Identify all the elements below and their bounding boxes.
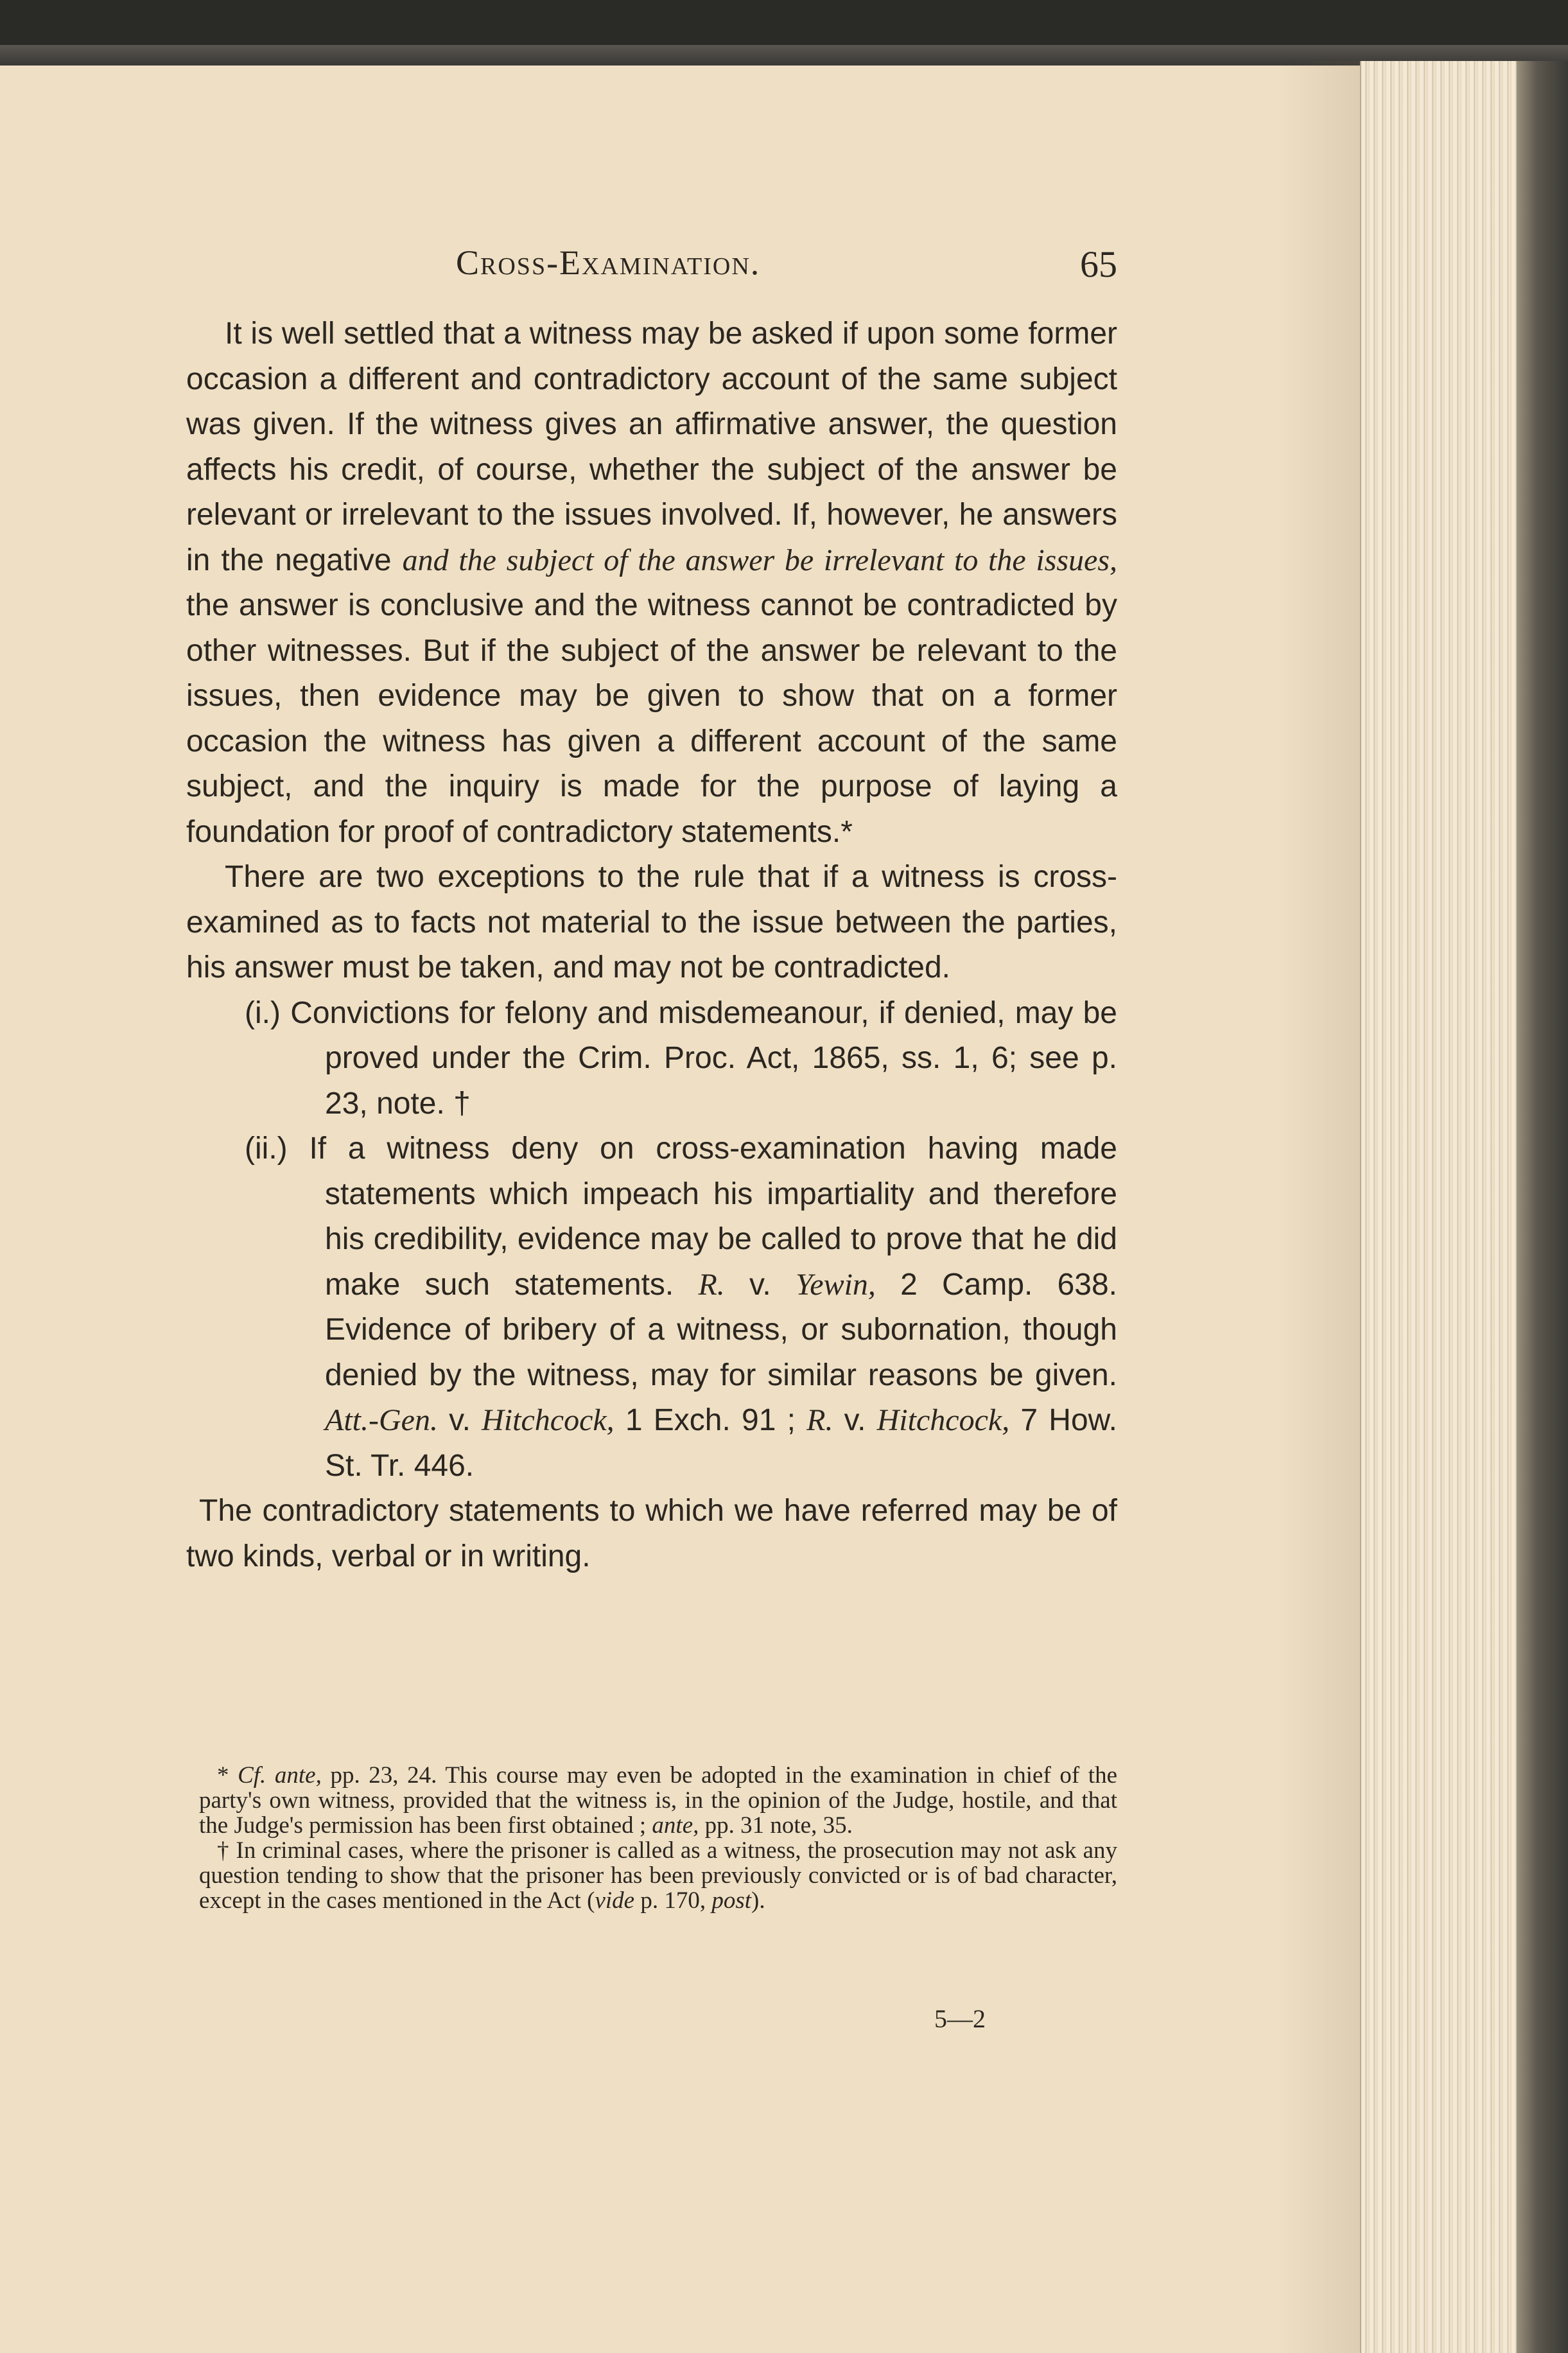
text-run: 7 How. St. Tr. 446. xyxy=(325,1403,1117,1483)
page-edges xyxy=(1360,61,1519,2353)
text-run: v. xyxy=(437,1403,482,1437)
italic-run: Yewin, xyxy=(795,1267,876,1302)
text-run xyxy=(266,1762,275,1789)
text-run: (ii.) If a witness deny on cross-examination having made statements which impeach his impartiality and therefore his credibility, evidence may be called to prove that he did make such statements. xyxy=(245,1132,1117,1302)
italic-run: R. xyxy=(806,1403,833,1437)
footnotes xyxy=(199,1763,1117,1913)
text-run: v. xyxy=(724,1267,796,1302)
paragraph-3: The contradictory statements to which we have referred may be of two kinds, verbal or in writing. xyxy=(186,1494,1117,1573)
text-run: pp. 23, 24. This course may even be adopted in the examination in chief of the party's own witness, provided that the witness is, in the opinion of the Judge, hostile, and that the Judge's permission has been first obtained ; xyxy=(199,1762,1117,1839)
italic-run: ante, xyxy=(652,1812,699,1839)
text-run: ). xyxy=(751,1887,765,1914)
running-head xyxy=(186,243,1117,294)
cover-edge xyxy=(1517,61,1568,2353)
signature-mark: 5—2 xyxy=(934,2004,986,2033)
italic-run: post xyxy=(711,1887,752,1914)
page-number: 65 xyxy=(1080,243,1117,285)
text-run: the answer is conclusive and the witness cannot be contradicted by other witnesses. But if the subject of the answer be relevant to the issues, then evidence may be given to show that on a former occasion the witness has given a different account of the same subject, and the inquiry is made for the purpose of laying a foundation for proof of contradictory statements.* xyxy=(186,588,1117,849)
text-run: v. xyxy=(833,1403,877,1437)
italic-run: Hitchcock, xyxy=(876,1403,1010,1437)
italic-run: R. xyxy=(698,1267,725,1302)
footnote-1 xyxy=(199,1763,1117,1838)
list-item-1: (i.) Convictions for felony and misdemeanour, if denied, may be proved under the Crim. Proc. Act, 1865, ss. 1, 6; see p. 23, note. † xyxy=(245,995,1117,1121)
footnote-2 xyxy=(199,1838,1117,1913)
italic-run: vide xyxy=(595,1887,635,1914)
text-run: It is well settled that a witness may be asked if upon some former occasion a different and contradictory account of the same subject was given. If the witness gives an affirmative answer, the question affects his credit, of course, whether the subject of the answer be relevant or irrelevant to the issues involved. If, however, he answers in the negative xyxy=(186,317,1117,577)
italic-run: Hitchcock, xyxy=(482,1403,614,1437)
paragraph-2: There are two exceptions to the rule that if a witness is cross-examined as to facts not material to the issue between the parties, his answer must be taken, and may not be contradicted. xyxy=(186,860,1117,984)
running-head-title: Cross-Examination. xyxy=(456,243,761,282)
list-item-2 xyxy=(186,1126,1117,1489)
body-text xyxy=(186,311,1117,1579)
italic-run: ante, xyxy=(274,1762,322,1789)
text-run: † In criminal cases, where the prisoner is called as a witness, the prosecution may not ask any question tending to show that the prisoner has been previously convicted or is of bad character, except in the cases mentioned in the Act ( xyxy=(199,1837,1117,1914)
paragraph-1 xyxy=(186,311,1117,855)
italic-run: and the subject of the answer be irrelevant to the issues, xyxy=(402,543,1118,577)
italic-run: Cf. xyxy=(238,1762,266,1789)
gutter-shade xyxy=(1278,61,1360,2353)
text-run: * xyxy=(217,1762,238,1789)
italic-run: Att.-Gen. xyxy=(325,1403,438,1437)
text-run: 2 Camp. 638. Evidence of bribery of a witness, or subornation, though denied by the witness, may for similar reasons be given. xyxy=(325,1267,1117,1392)
text-run: 1 Exch. 91 ; xyxy=(614,1403,807,1437)
text-run: pp. 31 note, 35. xyxy=(699,1812,853,1839)
text-run: p. 170, xyxy=(634,1887,712,1914)
